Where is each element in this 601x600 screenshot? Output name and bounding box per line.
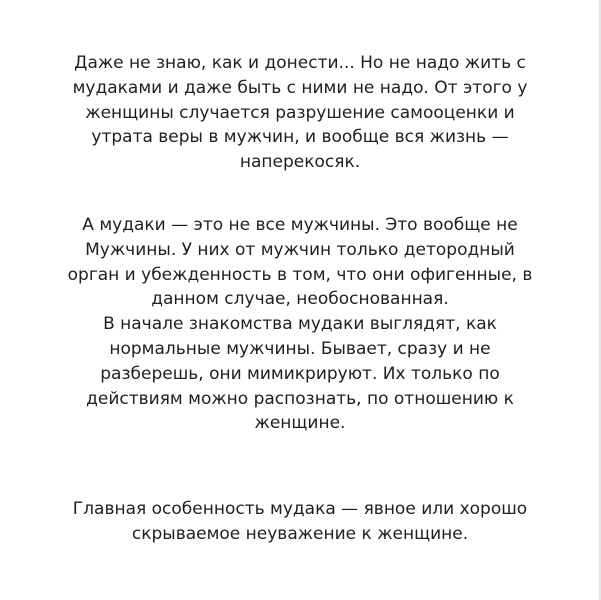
text-line: женщине. [254, 413, 346, 434]
text-line: разберешь, они мимикрируют. Их только по [100, 363, 500, 384]
paragraph-1 [50, 51, 550, 175]
paragraph-3 [50, 497, 550, 547]
text-line: мудаками и даже быть с ними не надо. От этого у [72, 77, 528, 98]
text-line: Мужчины. У них от мужчин только детородный [85, 239, 515, 260]
text-line: нормальные мужчины. Бывает, сразу и не [109, 338, 491, 359]
paragraph-2 [50, 213, 550, 436]
text-line: Даже не знаю, как и донести... Но не надо жить с [74, 53, 526, 73]
text-line: В начале знакомства мудаки выглядят, как [103, 314, 497, 335]
text-line: скрываемое неуважение к женщине. [131, 523, 469, 544]
text-line: данном случае, необоснованная. [151, 289, 449, 310]
text-line: орган и убежденность в том, что они офигенные, в [67, 264, 533, 285]
text-line: действиям можно распознать, по отношению к [86, 388, 514, 409]
text-line: женщины случается разрушение самооценки и [85, 102, 515, 123]
text-line: утрата веры в мужчин, и вообще вся жизнь — [91, 127, 509, 148]
text-line: Главная особенность мудака — явное или хорошо [72, 499, 528, 519]
text-line: А мудаки — это не все мужчины. Это вообще не [82, 215, 518, 235]
text-line: наперекосяк. [239, 152, 361, 173]
